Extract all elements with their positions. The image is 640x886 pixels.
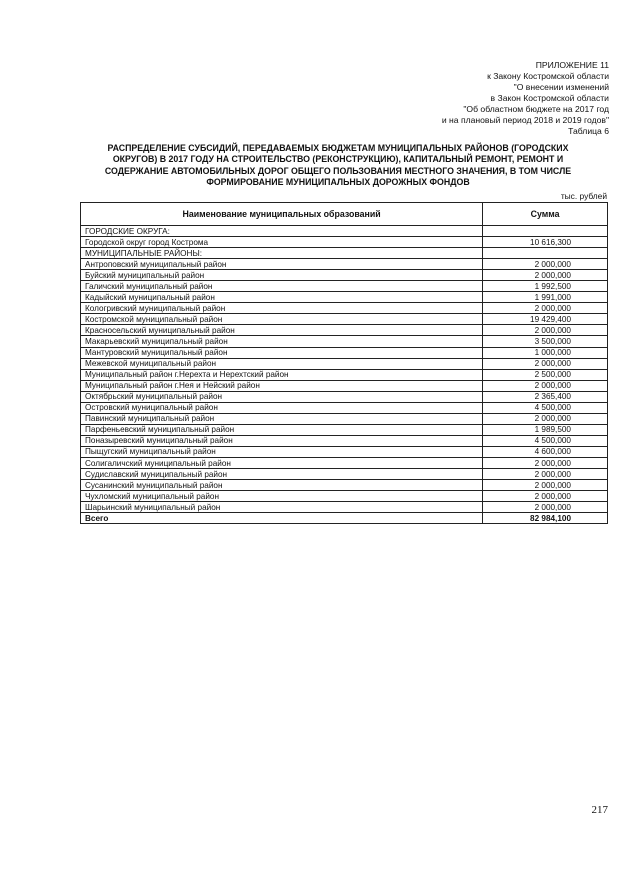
municipality-name: Кологривский муниципальный район bbox=[81, 303, 483, 314]
subsidy-amount: 2 000,000 bbox=[483, 303, 608, 314]
municipality-name: Красносельский муниципальный район bbox=[81, 325, 483, 336]
municipality-name: Парфеньевский муниципальный район bbox=[81, 424, 483, 435]
table-row bbox=[81, 314, 608, 325]
municipality-name: Муниципальный район г.Нея и Нейский район bbox=[81, 380, 483, 391]
page-number: 217 bbox=[591, 804, 608, 816]
municipality-name: Судиславский муниципальный район bbox=[81, 469, 483, 480]
subsidy-amount: 1 000,000 bbox=[483, 347, 608, 358]
table-row bbox=[81, 391, 608, 402]
appendix-line: "О внесении изменений bbox=[513, 82, 609, 92]
municipality-name: Поназыревский муниципальный район bbox=[81, 435, 483, 446]
table-group-row bbox=[81, 248, 608, 259]
title-line: ОКРУГОВ) В 2017 ГОДУ НА СТРОИТЕЛЬСТВО (РЕКОНСТРУКЦИЮ), КАПИТАЛЬНЫЙ РЕМОНТ, РЕМОНТ И bbox=[112, 154, 564, 165]
municipality-name: МУНИЦИПАЛЬНЫЕ РАЙОНЫ: bbox=[81, 248, 483, 259]
subsidy-amount: 1 991,000 bbox=[483, 292, 608, 303]
subsidy-amount: 2 000,000 bbox=[483, 358, 608, 369]
subsidy-amount bbox=[483, 248, 608, 259]
title-line: ФОРМИРОВАНИЕ МУНИЦИПАЛЬНЫХ ДОРОЖНЫХ ФОНДОВ bbox=[206, 177, 470, 188]
appendix-line: к Закону Костромской области bbox=[487, 71, 609, 81]
municipality-name: Пыщугский муниципальный район bbox=[81, 446, 483, 457]
subsidy-amount: 1 989,500 bbox=[483, 424, 608, 435]
subsidy-amount: 2 000,000 bbox=[483, 270, 608, 281]
municipality-name: Костромской муниципальный район bbox=[81, 314, 483, 325]
municipality-name: Октябрьский муниципальный район bbox=[81, 391, 483, 402]
municipality-name: Чухломский муниципальный район bbox=[81, 491, 483, 502]
table-row bbox=[81, 292, 608, 303]
municipality-name: Муниципальный район г.Нерехта и Нерехтский район bbox=[81, 369, 483, 380]
column-header-sum: Сумма bbox=[483, 203, 608, 226]
units-label: тыс. рублей bbox=[560, 191, 607, 201]
municipality-name: Сусанинский муниципальный район bbox=[81, 480, 483, 491]
table-row bbox=[81, 237, 608, 248]
municipality-name: ГОРОДСКИЕ ОКРУГА: bbox=[81, 226, 483, 237]
subsidy-amount: 2 000,000 bbox=[483, 491, 608, 502]
municipality-name: Всего bbox=[81, 513, 483, 524]
subsidy-amount: 2 000,000 bbox=[483, 457, 608, 468]
document-title bbox=[78, 143, 598, 189]
table-row bbox=[81, 446, 608, 457]
table-row bbox=[81, 259, 608, 270]
table-row bbox=[81, 358, 608, 369]
appendix-line: в Закон Костромской области bbox=[490, 93, 609, 103]
table-total-row bbox=[81, 513, 608, 524]
table-row bbox=[81, 325, 608, 336]
table-row bbox=[81, 413, 608, 424]
table-row bbox=[81, 480, 608, 491]
municipality-name: Буйский муниципальный район bbox=[81, 270, 483, 281]
table-row bbox=[81, 491, 608, 502]
subsidy-amount: 2 000,000 bbox=[483, 259, 608, 270]
municipality-name: Межевской муниципальный район bbox=[81, 358, 483, 369]
subsidy-amount: 2 000,000 bbox=[483, 469, 608, 480]
table-row bbox=[81, 303, 608, 314]
municipality-name: Шарьинский муниципальный район bbox=[81, 502, 483, 513]
subsidy-amount bbox=[483, 226, 608, 237]
subsidy-amount: 19 429,400 bbox=[483, 314, 608, 325]
appendix-line: ПРИЛОЖЕНИЕ 11 bbox=[535, 60, 609, 70]
municipality-name: Павинский муниципальный район bbox=[81, 413, 483, 424]
subsidy-amount: 10 616,300 bbox=[483, 237, 608, 248]
column-header-name: Наименование муниципальных образований bbox=[81, 203, 483, 226]
table-row bbox=[81, 281, 608, 292]
title-line: РАСПРЕДЕЛЕНИЕ СУБСИДИЙ, ПЕРЕДАВАЕМЫХ БЮДЖЕТАМ МУНИЦИПАЛЬНЫХ РАЙОНОВ (ГОРОДСКИХ bbox=[107, 143, 569, 153]
appendix-line: и на плановый период 2018 и 2019 годов" bbox=[441, 115, 609, 125]
table-row bbox=[81, 469, 608, 480]
subsidy-amount: 2 000,000 bbox=[483, 325, 608, 336]
table-row bbox=[81, 435, 608, 446]
table-row bbox=[81, 270, 608, 281]
municipality-name: Галичский муниципальный район bbox=[81, 281, 483, 292]
subsidy-amount: 82 984,100 bbox=[483, 513, 608, 524]
subsidy-amount: 2 000,000 bbox=[483, 380, 608, 391]
table-body bbox=[81, 226, 608, 524]
appendix-line: "Об областном бюджете на 2017 год bbox=[463, 104, 609, 114]
table-row bbox=[81, 347, 608, 358]
municipality-name: Макарьевский муниципальный район bbox=[81, 336, 483, 347]
municipality-name: Солигаличский муниципальный район bbox=[81, 457, 483, 468]
table-row bbox=[81, 502, 608, 513]
subsidy-amount: 1 992,500 bbox=[483, 281, 608, 292]
subsidy-amount: 4 500,000 bbox=[483, 435, 608, 446]
subsidy-amount: 2 000,000 bbox=[483, 480, 608, 491]
table-row bbox=[81, 457, 608, 468]
subsidy-amount: 2 000,000 bbox=[483, 502, 608, 513]
subsidy-table bbox=[80, 202, 608, 524]
table-group-row bbox=[81, 226, 608, 237]
table-row bbox=[81, 336, 608, 347]
table-header-row bbox=[81, 203, 608, 226]
table-row bbox=[81, 369, 608, 380]
subsidy-amount: 2 500,000 bbox=[483, 369, 608, 380]
municipality-name: Кадыйский муниципальный район bbox=[81, 292, 483, 303]
title-line: СОДЕРЖАНИЕ АВТОМОБИЛЬНЫХ ДОРОГ ОБЩЕГО ПОЛЬЗОВАНИЯ МЕСТНОГО ЗНАЧЕНИЯ, В ТОМ ЧИСЛЕ bbox=[104, 165, 572, 176]
subsidy-amount: 4 600,000 bbox=[483, 446, 608, 457]
subsidy-amount: 4 500,000 bbox=[483, 402, 608, 413]
table-row bbox=[81, 380, 608, 391]
municipality-name: Антроповский муниципальный район bbox=[81, 259, 483, 270]
municipality-name: Мантуровский муниципальный район bbox=[81, 347, 483, 358]
subsidy-amount: 3 500,000 bbox=[483, 336, 608, 347]
subsidy-amount: 2 365,400 bbox=[483, 391, 608, 402]
subsidy-amount: 2 000,000 bbox=[483, 413, 608, 424]
municipality-name: Городской округ город Кострома bbox=[81, 237, 483, 248]
appendix-line: Таблица 6 bbox=[568, 126, 609, 136]
appendix-header bbox=[442, 60, 609, 137]
table-row bbox=[81, 402, 608, 413]
table-row bbox=[81, 424, 608, 435]
municipality-name: Островский муниципальный район bbox=[81, 402, 483, 413]
